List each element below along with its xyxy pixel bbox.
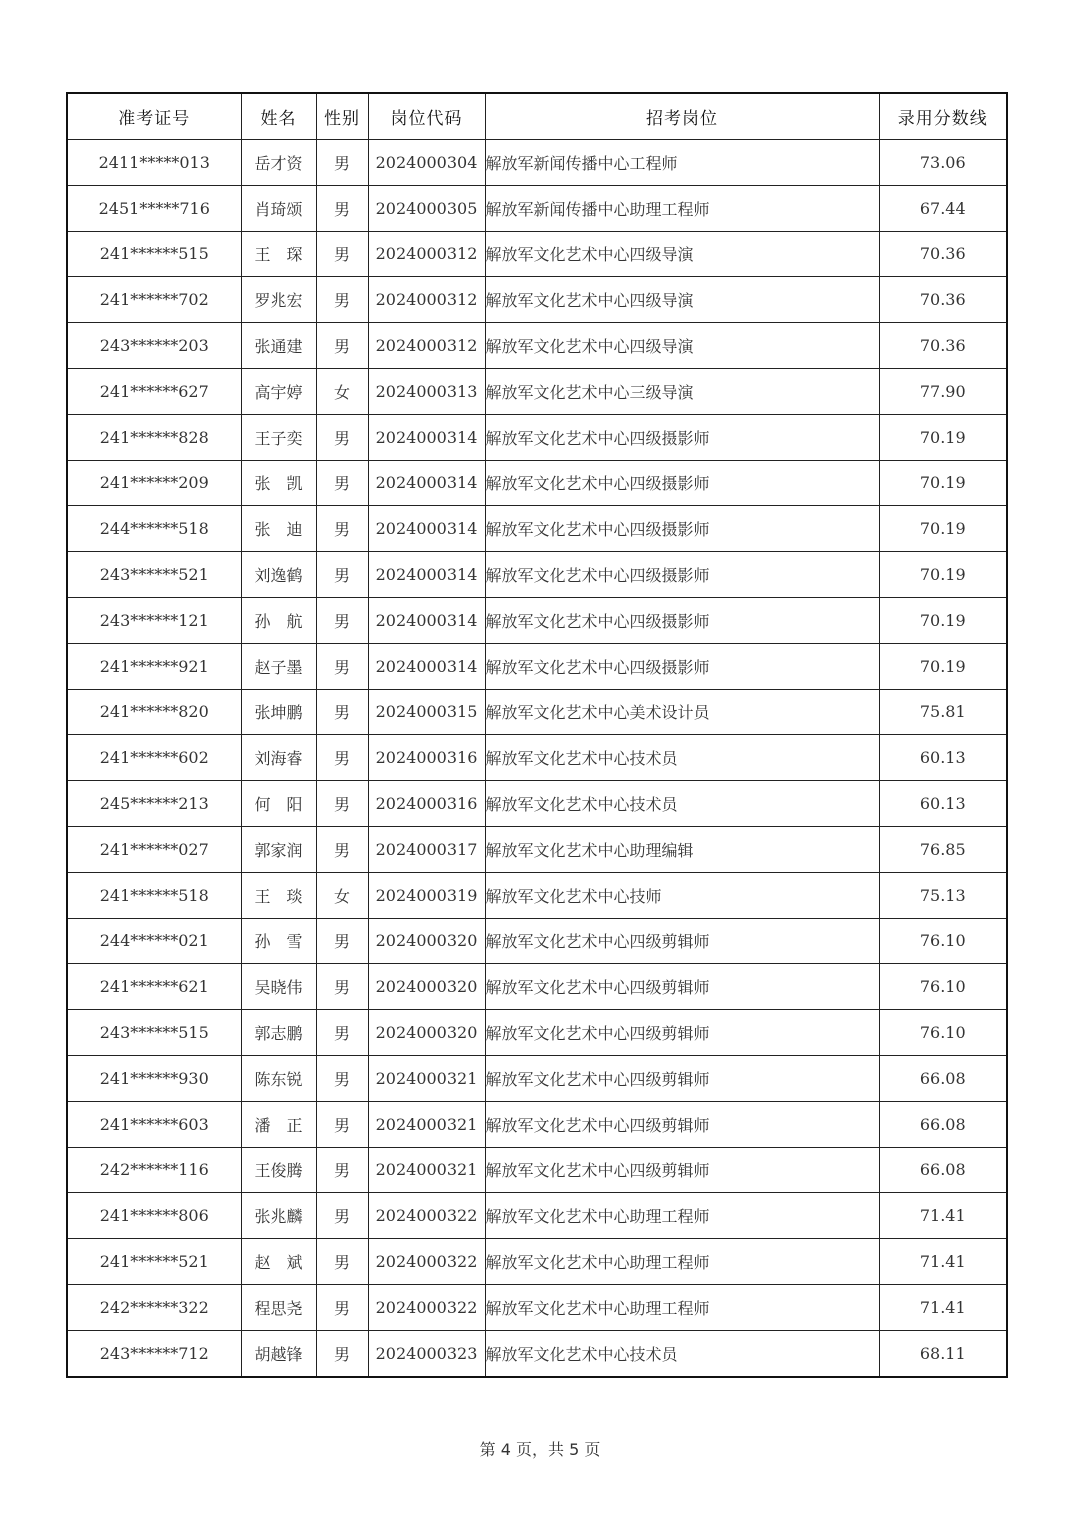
cell-name: 程思尧 bbox=[241, 1284, 316, 1330]
cell-name: 王 琛 bbox=[241, 231, 316, 277]
header-exam-id: 准考证号 bbox=[67, 93, 241, 140]
cell-post-code: 2024000323 bbox=[368, 1330, 485, 1376]
cell-post-code: 2024000312 bbox=[368, 277, 485, 323]
cell-post-title: 解放军文化艺术中心助理工程师 bbox=[485, 1193, 879, 1239]
header-name: 姓名 bbox=[241, 93, 316, 140]
table-row bbox=[67, 414, 1007, 460]
cell-post-title: 解放军文化艺术中心三级导演 bbox=[485, 368, 879, 414]
cell-name: 孙 雪 bbox=[241, 918, 316, 964]
cell-post-code: 2024000315 bbox=[368, 689, 485, 735]
cell-post-code: 2024000314 bbox=[368, 552, 485, 598]
cell-post-code: 2024000314 bbox=[368, 506, 485, 552]
cell-score-line: 70.19 bbox=[879, 552, 1007, 598]
cell-exam-id: 241******602 bbox=[67, 735, 241, 781]
cell-exam-id: 241******515 bbox=[67, 231, 241, 277]
table-row bbox=[67, 781, 1007, 827]
cell-post-title: 解放军文化艺术中心助理编辑 bbox=[485, 826, 879, 872]
cell-post-code: 2024000321 bbox=[368, 1101, 485, 1147]
cell-gender: 男 bbox=[316, 1101, 368, 1147]
cell-score-line: 76.10 bbox=[879, 918, 1007, 964]
table-row bbox=[67, 872, 1007, 918]
cell-score-line: 71.41 bbox=[879, 1284, 1007, 1330]
cell-post-code: 2024000317 bbox=[368, 826, 485, 872]
cell-score-line: 70.19 bbox=[879, 460, 1007, 506]
cell-score-line: 70.36 bbox=[879, 323, 1007, 369]
cell-post-title: 解放军文化艺术中心四级导演 bbox=[485, 231, 879, 277]
cell-exam-id: 242******322 bbox=[67, 1284, 241, 1330]
cell-score-line: 66.08 bbox=[879, 1101, 1007, 1147]
cell-post-title: 解放军文化艺术中心技术员 bbox=[485, 1330, 879, 1376]
cell-gender: 男 bbox=[316, 1239, 368, 1285]
cell-score-line: 60.13 bbox=[879, 735, 1007, 781]
cell-post-code: 2024000304 bbox=[368, 140, 485, 186]
cell-name: 赵子墨 bbox=[241, 643, 316, 689]
cell-gender: 男 bbox=[316, 231, 368, 277]
cell-post-title: 解放军文化艺术中心四级摄影师 bbox=[485, 506, 879, 552]
table-row bbox=[67, 185, 1007, 231]
cell-name: 孙 航 bbox=[241, 597, 316, 643]
table-row bbox=[67, 1147, 1007, 1193]
admission-score-table-container bbox=[66, 92, 1006, 1378]
cell-post-code: 2024000322 bbox=[368, 1193, 485, 1239]
cell-exam-id: 243******121 bbox=[67, 597, 241, 643]
cell-post-code: 2024000322 bbox=[368, 1284, 485, 1330]
table-row bbox=[67, 506, 1007, 552]
table-row bbox=[67, 643, 1007, 689]
cell-exam-id: 245******213 bbox=[67, 781, 241, 827]
cell-post-title: 解放军文化艺术中心四级摄影师 bbox=[485, 414, 879, 460]
cell-exam-id: 241******521 bbox=[67, 1239, 241, 1285]
cell-exam-id: 241******702 bbox=[67, 277, 241, 323]
table-row bbox=[67, 1101, 1007, 1147]
header-gender: 性别 bbox=[316, 93, 368, 140]
cell-exam-id: 243******515 bbox=[67, 1010, 241, 1056]
cell-name: 刘海睿 bbox=[241, 735, 316, 781]
cell-name: 陈东锐 bbox=[241, 1055, 316, 1101]
table-body bbox=[67, 140, 1007, 1377]
cell-post-title: 解放军文化艺术中心四级导演 bbox=[485, 323, 879, 369]
cell-post-title: 解放军文化艺术中心美术设计员 bbox=[485, 689, 879, 735]
cell-post-title: 解放军文化艺术中心技术员 bbox=[485, 781, 879, 827]
cell-score-line: 70.19 bbox=[879, 643, 1007, 689]
cell-gender: 男 bbox=[316, 1055, 368, 1101]
cell-exam-id: 241******603 bbox=[67, 1101, 241, 1147]
cell-name: 罗兆宏 bbox=[241, 277, 316, 323]
cell-exam-id: 241******518 bbox=[67, 872, 241, 918]
cell-name: 胡越锋 bbox=[241, 1330, 316, 1376]
table-row bbox=[67, 918, 1007, 964]
cell-exam-id: 244******518 bbox=[67, 506, 241, 552]
table-row bbox=[67, 826, 1007, 872]
cell-post-title: 解放军文化艺术中心技术员 bbox=[485, 735, 879, 781]
header-post-code: 岗位代码 bbox=[368, 93, 485, 140]
cell-name: 张 凯 bbox=[241, 460, 316, 506]
cell-post-code: 2024000319 bbox=[368, 872, 485, 918]
cell-exam-id: 241******627 bbox=[67, 368, 241, 414]
cell-post-code: 2024000316 bbox=[368, 781, 485, 827]
cell-score-line: 66.08 bbox=[879, 1147, 1007, 1193]
cell-exam-id: 243******521 bbox=[67, 552, 241, 598]
cell-name: 王 琰 bbox=[241, 872, 316, 918]
table-row bbox=[67, 460, 1007, 506]
cell-post-title: 解放军文化艺术中心四级剪辑师 bbox=[485, 1147, 879, 1193]
cell-exam-id: 2411*****013 bbox=[67, 140, 241, 186]
cell-post-title: 解放军新闻传播中心工程师 bbox=[485, 140, 879, 186]
cell-post-title: 解放军文化艺术中心技师 bbox=[485, 872, 879, 918]
header-post-title: 招考岗位 bbox=[485, 93, 879, 140]
cell-post-title: 解放军文化艺术中心四级剪辑师 bbox=[485, 1010, 879, 1056]
cell-name: 张 迪 bbox=[241, 506, 316, 552]
cell-post-code: 2024000313 bbox=[368, 368, 485, 414]
cell-gender: 男 bbox=[316, 460, 368, 506]
cell-score-line: 71.41 bbox=[879, 1193, 1007, 1239]
cell-gender: 男 bbox=[316, 1330, 368, 1376]
cell-post-title: 解放军文化艺术中心四级剪辑师 bbox=[485, 918, 879, 964]
table-row bbox=[67, 964, 1007, 1010]
cell-gender: 男 bbox=[316, 552, 368, 598]
cell-post-title: 解放军文化艺术中心四级剪辑师 bbox=[485, 964, 879, 1010]
cell-name: 张通建 bbox=[241, 323, 316, 369]
cell-score-line: 73.06 bbox=[879, 140, 1007, 186]
cell-exam-id: 241******806 bbox=[67, 1193, 241, 1239]
cell-gender: 男 bbox=[316, 323, 368, 369]
cell-gender: 男 bbox=[316, 414, 368, 460]
cell-score-line: 75.13 bbox=[879, 872, 1007, 918]
cell-exam-id: 2451*****716 bbox=[67, 185, 241, 231]
cell-name: 张坤鹏 bbox=[241, 689, 316, 735]
table-row bbox=[67, 689, 1007, 735]
cell-gender: 男 bbox=[316, 1147, 368, 1193]
cell-gender: 男 bbox=[316, 185, 368, 231]
cell-post-code: 2024000321 bbox=[368, 1055, 485, 1101]
table-row bbox=[67, 1239, 1007, 1285]
cell-post-title: 解放军文化艺术中心助理工程师 bbox=[485, 1284, 879, 1330]
cell-exam-id: 241******921 bbox=[67, 643, 241, 689]
cell-gender: 男 bbox=[316, 689, 368, 735]
cell-score-line: 77.90 bbox=[879, 368, 1007, 414]
cell-name: 刘逸鹤 bbox=[241, 552, 316, 598]
cell-gender: 男 bbox=[316, 735, 368, 781]
cell-post-code: 2024000321 bbox=[368, 1147, 485, 1193]
cell-score-line: 68.11 bbox=[879, 1330, 1007, 1376]
cell-post-code: 2024000320 bbox=[368, 1010, 485, 1056]
cell-gender: 男 bbox=[316, 964, 368, 1010]
cell-post-title: 解放军文化艺术中心四级摄影师 bbox=[485, 643, 879, 689]
cell-score-line: 70.19 bbox=[879, 506, 1007, 552]
cell-score-line: 76.10 bbox=[879, 1010, 1007, 1056]
cell-gender: 男 bbox=[316, 826, 368, 872]
cell-gender: 男 bbox=[316, 1193, 368, 1239]
table-row bbox=[67, 140, 1007, 186]
page-number: 第 4 页，共 5 页 bbox=[479, 1440, 601, 1459]
cell-post-code: 2024000314 bbox=[368, 460, 485, 506]
cell-exam-id: 241******209 bbox=[67, 460, 241, 506]
cell-name: 潘 正 bbox=[241, 1101, 316, 1147]
cell-post-code: 2024000320 bbox=[368, 918, 485, 964]
cell-gender: 男 bbox=[316, 918, 368, 964]
cell-exam-id: 241******930 bbox=[67, 1055, 241, 1101]
cell-name: 王俊腾 bbox=[241, 1147, 316, 1193]
cell-exam-id: 241******820 bbox=[67, 689, 241, 735]
cell-gender: 男 bbox=[316, 597, 368, 643]
cell-post-code: 2024000314 bbox=[368, 414, 485, 460]
cell-name: 肖琦颂 bbox=[241, 185, 316, 231]
cell-post-code: 2024000314 bbox=[368, 597, 485, 643]
table-row bbox=[67, 1055, 1007, 1101]
cell-name: 岳才资 bbox=[241, 140, 316, 186]
table-row bbox=[67, 735, 1007, 781]
cell-post-code: 2024000316 bbox=[368, 735, 485, 781]
cell-post-title: 解放军文化艺术中心四级摄影师 bbox=[485, 597, 879, 643]
table-row bbox=[67, 1193, 1007, 1239]
cell-score-line: 60.13 bbox=[879, 781, 1007, 827]
cell-gender: 男 bbox=[316, 140, 368, 186]
cell-exam-id: 241******621 bbox=[67, 964, 241, 1010]
cell-post-title: 解放军文化艺术中心四级导演 bbox=[485, 277, 879, 323]
cell-post-title: 解放军文化艺术中心四级摄影师 bbox=[485, 552, 879, 598]
cell-score-line: 70.19 bbox=[879, 414, 1007, 460]
cell-gender: 男 bbox=[316, 506, 368, 552]
cell-gender: 男 bbox=[316, 781, 368, 827]
cell-exam-id: 243******203 bbox=[67, 323, 241, 369]
table-row bbox=[67, 323, 1007, 369]
cell-name: 高宇婷 bbox=[241, 368, 316, 414]
cell-score-line: 66.08 bbox=[879, 1055, 1007, 1101]
cell-post-code: 2024000320 bbox=[368, 964, 485, 1010]
table-row bbox=[67, 1284, 1007, 1330]
table-row bbox=[67, 552, 1007, 598]
table-header-row bbox=[67, 93, 1007, 140]
cell-gender: 男 bbox=[316, 1284, 368, 1330]
cell-gender: 男 bbox=[316, 277, 368, 323]
cell-gender: 女 bbox=[316, 368, 368, 414]
cell-name: 何 阳 bbox=[241, 781, 316, 827]
header-score-line: 录用分数线 bbox=[879, 93, 1007, 140]
cell-score-line: 67.44 bbox=[879, 185, 1007, 231]
cell-name: 郭家润 bbox=[241, 826, 316, 872]
cell-post-title: 解放军文化艺术中心四级剪辑师 bbox=[485, 1055, 879, 1101]
cell-score-line: 70.19 bbox=[879, 597, 1007, 643]
cell-exam-id: 243******712 bbox=[67, 1330, 241, 1376]
cell-name: 郭志鹏 bbox=[241, 1010, 316, 1056]
cell-score-line: 76.10 bbox=[879, 964, 1007, 1010]
cell-post-code: 2024000322 bbox=[368, 1239, 485, 1285]
cell-gender: 女 bbox=[316, 872, 368, 918]
cell-name: 吴晓伟 bbox=[241, 964, 316, 1010]
cell-name: 王子奕 bbox=[241, 414, 316, 460]
cell-score-line: 70.36 bbox=[879, 231, 1007, 277]
cell-exam-id: 242******116 bbox=[67, 1147, 241, 1193]
cell-post-title: 解放军文化艺术中心助理工程师 bbox=[485, 1239, 879, 1285]
table-row bbox=[67, 231, 1007, 277]
table-row bbox=[67, 1010, 1007, 1056]
cell-gender: 男 bbox=[316, 1010, 368, 1056]
cell-score-line: 71.41 bbox=[879, 1239, 1007, 1285]
cell-exam-id: 241******027 bbox=[67, 826, 241, 872]
cell-exam-id: 244******021 bbox=[67, 918, 241, 964]
table-row bbox=[67, 368, 1007, 414]
cell-score-line: 70.36 bbox=[879, 277, 1007, 323]
cell-gender: 男 bbox=[316, 643, 368, 689]
cell-post-title: 解放军文化艺术中心四级剪辑师 bbox=[485, 1101, 879, 1147]
cell-post-title: 解放军新闻传播中心助理工程师 bbox=[485, 185, 879, 231]
table-row bbox=[67, 597, 1007, 643]
cell-post-title: 解放军文化艺术中心四级摄影师 bbox=[485, 460, 879, 506]
cell-post-code: 2024000314 bbox=[368, 643, 485, 689]
cell-exam-id: 241******828 bbox=[67, 414, 241, 460]
cell-score-line: 75.81 bbox=[879, 689, 1007, 735]
table-row bbox=[67, 277, 1007, 323]
table-row bbox=[67, 1330, 1007, 1376]
cell-score-line: 76.85 bbox=[879, 826, 1007, 872]
cell-name: 张兆麟 bbox=[241, 1193, 316, 1239]
cell-post-code: 2024000312 bbox=[368, 231, 485, 277]
cell-post-code: 2024000312 bbox=[368, 323, 485, 369]
cell-post-code: 2024000305 bbox=[368, 185, 485, 231]
admission-score-table bbox=[66, 92, 1008, 1378]
cell-name: 赵 斌 bbox=[241, 1239, 316, 1285]
